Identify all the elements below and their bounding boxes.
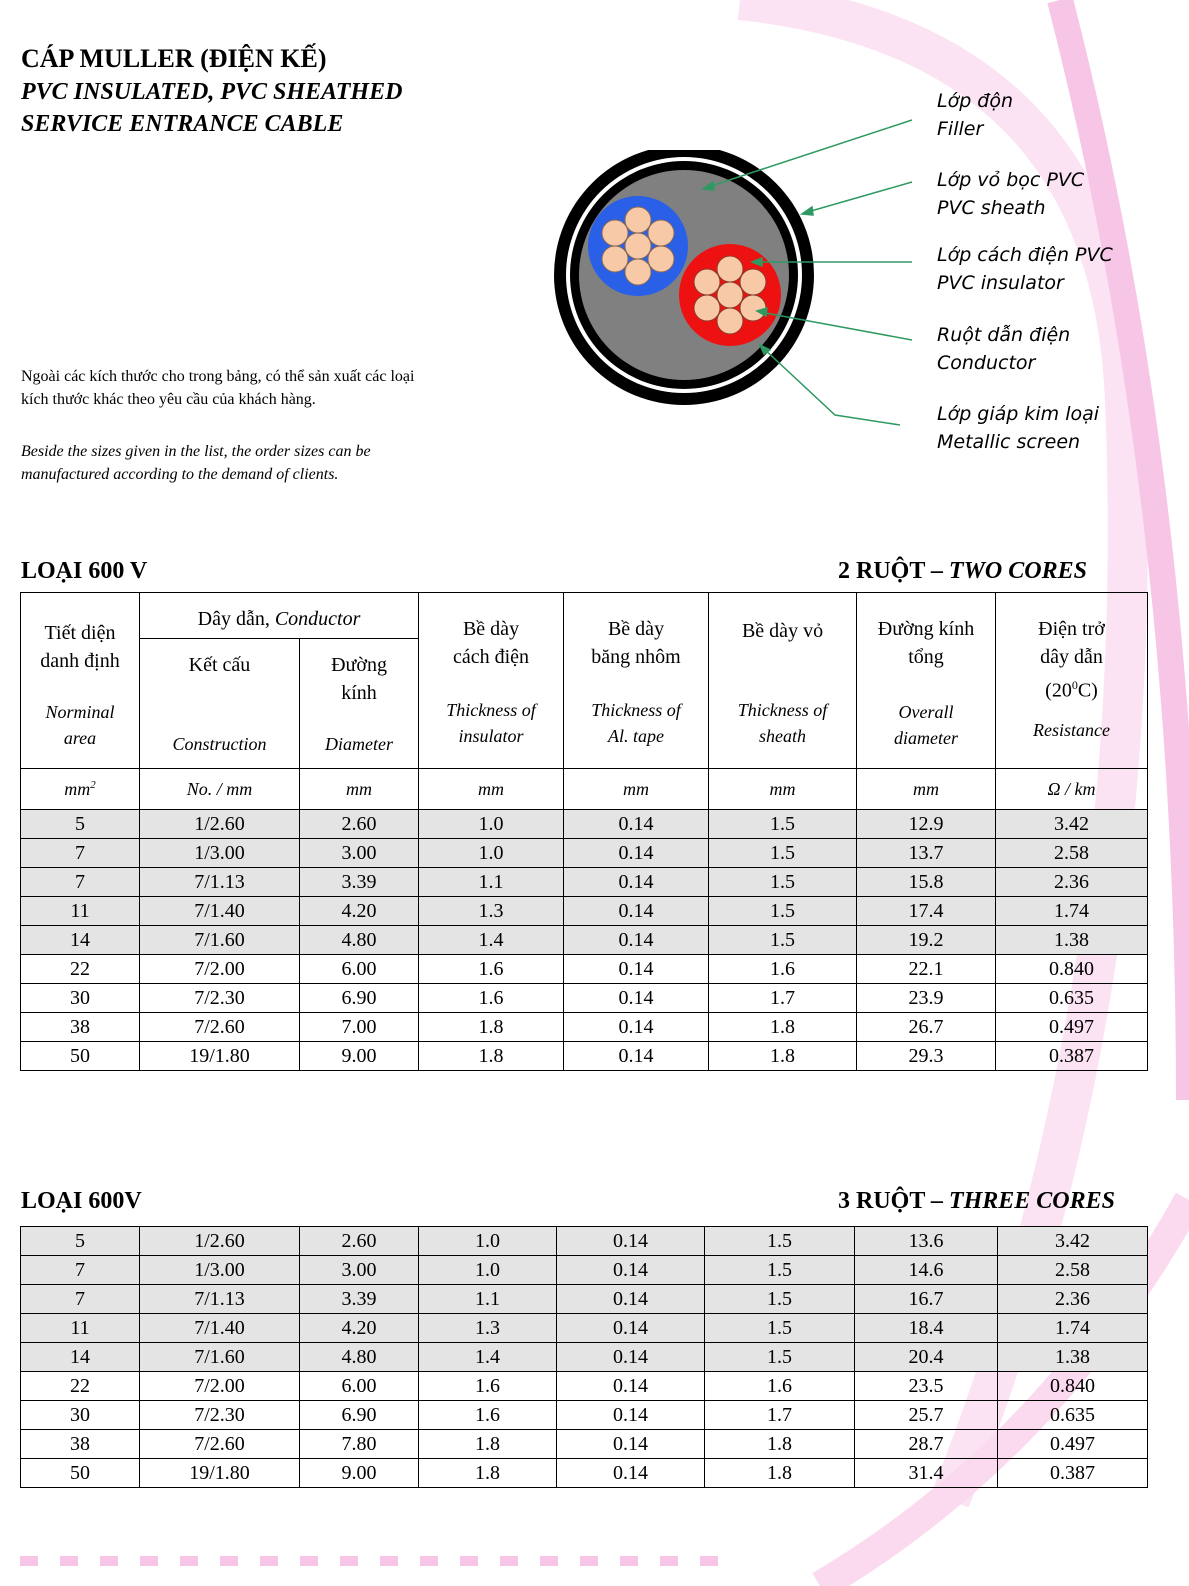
cell-construction: 19/1.80 (140, 1459, 300, 1488)
header-altape-en-2: Al. tape (608, 726, 665, 746)
cell-diameter: 7.80 (300, 1430, 419, 1459)
cell-resistance: 2.36 (998, 1285, 1148, 1314)
cell-diameter: 9.00 (300, 1042, 419, 1071)
units-row (21, 769, 1148, 810)
label-metallic-screen-en: Metallic screen (937, 431, 1081, 453)
table-row (21, 1285, 1148, 1314)
cell-construction: 1/3.00 (140, 839, 300, 868)
cell-overall: 19.2 (857, 926, 996, 955)
cell-construction: 7/2.30 (140, 1401, 300, 1430)
cell-diameter: 3.00 (300, 1256, 419, 1285)
cell-altape: 0.14 (557, 1314, 705, 1343)
cell-resistance: 0.497 (998, 1430, 1148, 1459)
cell-diameter: 4.80 (300, 1343, 419, 1372)
table-row (21, 984, 1148, 1013)
cell-construction: 7/2.00 (140, 1372, 300, 1401)
cell-sheath: 1.7 (705, 1401, 855, 1430)
cell-resistance: 1.74 (996, 897, 1148, 926)
cell-construction: 1/2.60 (140, 810, 300, 839)
cell-insulator: 1.0 (419, 839, 564, 868)
label-pvc-insulator-en: PVC insulator (937, 272, 1064, 294)
label-metallic-screen-vi: Lớp giáp kim loại (937, 403, 1100, 425)
unit-altape: mm (564, 769, 709, 810)
cell-area: 7 (21, 1256, 140, 1285)
cell-resistance: 0.840 (998, 1372, 1148, 1401)
cell-resistance: 1.74 (998, 1314, 1148, 1343)
cell-sheath: 1.5 (705, 1285, 855, 1314)
cell-insulator: 1.0 (419, 1227, 557, 1256)
cell-diameter: 7.00 (300, 1013, 419, 1042)
header-insulator (419, 593, 564, 769)
cell-overall: 20.4 (855, 1343, 998, 1372)
header-resist-vi-2: dây dẫn (1040, 646, 1103, 668)
cell-overall: 31.4 (855, 1459, 998, 1488)
cell-insulator: 1.6 (419, 1401, 557, 1430)
cell-area: 22 (21, 955, 140, 984)
cell-area: 7 (21, 868, 140, 897)
cell-sheath: 1.5 (705, 1227, 855, 1256)
header-insulator-en-1: Thickness of (446, 700, 536, 720)
cell-insulator: 1.4 (419, 1343, 557, 1372)
section2-cores-en: THREE CORES (948, 1188, 1115, 1214)
cell-diameter: 3.39 (300, 868, 419, 897)
cell-insulator: 1.8 (419, 1042, 564, 1071)
cell-resistance: 0.635 (998, 1401, 1148, 1430)
header-sheath-vi: Bề dày vỏ (741, 620, 824, 642)
cell-overall: 18.4 (855, 1314, 998, 1343)
cell-area: 30 (21, 1401, 140, 1430)
cell-resistance: 0.635 (996, 984, 1148, 1013)
table-row (21, 1372, 1148, 1401)
note-en-line2: manufactured according to the demand of clients. (21, 466, 339, 483)
cell-altape: 0.14 (557, 1372, 705, 1401)
cell-overall: 14.6 (855, 1256, 998, 1285)
section1-cores-en: TWO CORES (948, 558, 1087, 584)
label-metallic-screen (937, 400, 1099, 456)
note-vi-line1: Ngoài các kích thước cho trong bảng, có thể sản xuất các loại (21, 368, 415, 385)
table-row (21, 1343, 1148, 1372)
header-sheath (709, 593, 857, 769)
header-nominal-en-1: Norminal (45, 702, 115, 722)
header-conductor-en: Conductor (274, 608, 361, 630)
cell-diameter: 4.20 (300, 1314, 419, 1343)
cell-sheath: 1.5 (709, 897, 857, 926)
section2-type: LOẠI 600V (21, 1188, 142, 1214)
note-vi-line2: kích thước khác theo yêu cầu của khách hàng. (21, 391, 316, 408)
header-resist-temp-sup: 0 (1071, 678, 1078, 692)
cell-area: 7 (21, 839, 140, 868)
cell-resistance: 1.38 (996, 926, 1148, 955)
cell-diameter: 6.00 (300, 1372, 419, 1401)
header-construction-en: Construction (172, 734, 267, 754)
header-construction (140, 639, 300, 769)
header-resistance (996, 593, 1148, 769)
cell-altape: 0.14 (557, 1256, 705, 1285)
cell-overall: 12.9 (857, 810, 996, 839)
cell-altape: 0.14 (564, 984, 709, 1013)
table-row (21, 897, 1148, 926)
cell-resistance: 0.387 (996, 1042, 1148, 1071)
table-two-cores (20, 592, 1148, 1071)
unit-resistance: Ω / km (996, 769, 1148, 810)
cell-sheath: 1.5 (705, 1256, 855, 1285)
cell-overall: 22.1 (857, 955, 996, 984)
table-row (21, 1430, 1148, 1459)
label-conductor-vi: Ruột dẫn điện (937, 324, 1071, 346)
cell-sheath: 1.6 (705, 1372, 855, 1401)
cell-insulator: 1.6 (419, 955, 564, 984)
cell-overall: 13.7 (857, 839, 996, 868)
title-en-line2: SERVICE ENTRANCE CABLE (21, 111, 344, 137)
table-row (21, 1256, 1148, 1285)
cell-insulator: 1.0 (419, 810, 564, 839)
header-nominal-area (21, 593, 140, 769)
cell-altape: 0.14 (564, 897, 709, 926)
cell-insulator: 1.8 (419, 1459, 557, 1488)
header-nominal-vi-2: danh định (40, 650, 120, 672)
blue-core (588, 196, 688, 296)
cell-sheath: 1.5 (709, 926, 857, 955)
cell-diameter: 6.00 (300, 955, 419, 984)
cell-construction: 7/1.40 (140, 1314, 300, 1343)
unit-area (21, 769, 140, 810)
cell-diameter: 4.80 (300, 926, 419, 955)
cell-overall: 29.3 (857, 1042, 996, 1071)
cell-overall: 16.7 (855, 1285, 998, 1314)
cell-insulator: 1.3 (419, 1314, 557, 1343)
cell-sheath: 1.5 (709, 839, 857, 868)
cell-area: 11 (21, 1314, 140, 1343)
table-row (21, 1401, 1148, 1430)
cell-altape: 0.14 (564, 839, 709, 868)
header-construction-vi: Kết cấu (188, 654, 251, 676)
header-insulator-en-2: insulator (458, 726, 524, 746)
unit-diameter: mm (300, 769, 419, 810)
cell-insulator: 1.8 (419, 1430, 557, 1459)
cell-overall: 23.5 (855, 1372, 998, 1401)
cell-area: 14 (21, 1343, 140, 1372)
table-row (21, 839, 1148, 868)
unit-insulator: mm (419, 769, 564, 810)
cell-area: 30 (21, 984, 140, 1013)
cell-diameter: 3.39 (300, 1285, 419, 1314)
unit-overall: mm (857, 769, 996, 810)
cell-altape: 0.14 (557, 1459, 705, 1488)
header-overall-diameter (857, 593, 996, 769)
header-diameter-en: Diameter (325, 734, 393, 754)
cell-diameter: 9.00 (300, 1459, 419, 1488)
table-row (21, 1459, 1148, 1488)
cell-diameter: 2.60 (300, 1227, 419, 1256)
cell-insulator: 1.4 (419, 926, 564, 955)
cell-construction: 1/3.00 (140, 1256, 300, 1285)
header-altape-vi-1: Bề dày (607, 618, 665, 640)
cell-overall: 17.4 (857, 897, 996, 926)
table-row (21, 1013, 1148, 1042)
header-overall-vi-1: Đường kính (877, 618, 975, 640)
section1-cores-vi: 2 RUỘT – (838, 558, 949, 584)
table-row (21, 955, 1148, 984)
cell-construction: 7/2.60 (140, 1430, 300, 1459)
note-en (21, 440, 371, 486)
cell-sheath: 1.5 (705, 1314, 855, 1343)
cell-resistance: 0.497 (996, 1013, 1148, 1042)
cell-altape: 0.14 (564, 926, 709, 955)
cell-construction: 7/1.13 (140, 1285, 300, 1314)
cell-overall: 25.7 (855, 1401, 998, 1430)
cell-altape: 0.14 (564, 955, 709, 984)
cell-insulator: 1.1 (419, 868, 564, 897)
label-pvc-insulator-vi: Lớp cách điện PVC (937, 244, 1113, 266)
cell-area: 5 (21, 810, 140, 839)
cell-diameter: 4.20 (300, 897, 419, 926)
diagram-leader-lines (700, 110, 920, 440)
section2-cores-vi: 3 RUỘT – (838, 1188, 949, 1214)
cell-overall: 15.8 (857, 868, 996, 897)
cell-construction: 7/2.30 (140, 984, 300, 1013)
unit-area-sup: 2 (90, 778, 96, 791)
header-sheath-en-2: sheath (759, 726, 807, 746)
cell-overall: 13.6 (855, 1227, 998, 1256)
header-insulator-vi-1: Bề dày (462, 618, 520, 640)
cell-diameter: 2.60 (300, 810, 419, 839)
label-conductor-en: Conductor (937, 352, 1036, 374)
cell-construction: 19/1.80 (140, 1042, 300, 1071)
header-diameter-vi-2: kính (341, 682, 377, 704)
cell-area: 5 (21, 1227, 140, 1256)
cell-resistance: 2.58 (998, 1256, 1148, 1285)
cell-altape: 0.14 (557, 1285, 705, 1314)
cell-sheath: 1.8 (709, 1013, 857, 1042)
title-vi: CÁP MULLER (ĐIỆN KẾ) (21, 44, 327, 73)
cell-overall: 26.7 (857, 1013, 996, 1042)
cell-area: 11 (21, 897, 140, 926)
header-al-tape (564, 593, 709, 769)
cell-construction: 7/1.13 (140, 868, 300, 897)
cell-insulator: 1.0 (419, 1256, 557, 1285)
section1-type: LOẠI 600 V (21, 558, 148, 584)
cell-diameter: 3.00 (300, 839, 419, 868)
section1-cores (838, 558, 1087, 585)
label-conductor (937, 321, 1070, 377)
table-row (21, 810, 1148, 839)
table1-body (21, 810, 1148, 1071)
cell-sheath: 1.5 (709, 868, 857, 897)
cell-resistance: 0.840 (996, 955, 1148, 984)
cell-area: 38 (21, 1430, 140, 1459)
header-overall-vi-2: tổng (908, 646, 944, 668)
cell-area: 50 (21, 1459, 140, 1488)
cell-overall: 28.7 (855, 1430, 998, 1459)
table-row (21, 868, 1148, 897)
table-row (21, 1042, 1148, 1071)
cell-area: 7 (21, 1285, 140, 1314)
header-overall-en-2: diameter (894, 728, 958, 748)
header-nominal-en-2: area (63, 728, 97, 748)
cell-resistance: 3.42 (998, 1227, 1148, 1256)
cell-construction: 7/2.00 (140, 955, 300, 984)
cell-altape: 0.14 (564, 1042, 709, 1071)
cell-sheath: 1.8 (705, 1459, 855, 1488)
cell-insulator: 1.8 (419, 1013, 564, 1042)
note-vi (21, 365, 414, 411)
table-row (21, 1314, 1148, 1343)
header-conductor (140, 593, 419, 639)
header-resist-temp-a: (20 (1045, 679, 1072, 702)
cell-resistance: 3.42 (996, 810, 1148, 839)
header-altape-vi-2: băng nhôm (591, 646, 681, 668)
cell-area: 14 (21, 926, 140, 955)
cell-altape: 0.14 (557, 1343, 705, 1372)
cell-diameter: 6.90 (300, 984, 419, 1013)
label-pvc-sheath-vi: Lớp vỏ bọc PVC (937, 169, 1085, 191)
header-resist-en: Resistance (1033, 719, 1110, 740)
cell-insulator: 1.1 (419, 1285, 557, 1314)
cell-altape: 0.14 (557, 1430, 705, 1459)
cell-sheath: 1.8 (705, 1430, 855, 1459)
cell-insulator: 1.3 (419, 897, 564, 926)
header-sheath-en-1: Thickness of (737, 700, 828, 720)
cell-resistance: 0.387 (998, 1459, 1148, 1488)
label-filler-vi: Lớp độn (937, 90, 1014, 112)
cell-construction: 7/1.40 (140, 897, 300, 926)
unit-sheath: mm (709, 769, 857, 810)
section2-cores (838, 1188, 1115, 1215)
table-three-cores (20, 1226, 1148, 1488)
label-filler (937, 87, 1013, 143)
cell-diameter: 6.90 (300, 1401, 419, 1430)
cell-sheath: 1.5 (709, 810, 857, 839)
cell-sheath: 1.7 (709, 984, 857, 1013)
cell-area: 50 (21, 1042, 140, 1071)
title-en-line1: PVC INSULATED, PVC SHEATHED (21, 79, 403, 105)
cell-resistance: 1.38 (998, 1343, 1148, 1372)
header-resist-temp-b: C) (1077, 679, 1098, 702)
cell-insulator: 1.6 (419, 984, 564, 1013)
cell-construction: 7/1.60 (140, 926, 300, 955)
cell-construction: 7/2.60 (140, 1013, 300, 1042)
header-nominal-vi-1: Tiết diện (44, 622, 116, 644)
table-row (21, 1227, 1148, 1256)
label-filler-en: Filler (937, 118, 984, 140)
label-pvc-sheath-en: PVC sheath (937, 197, 1046, 219)
cell-altape: 0.14 (557, 1401, 705, 1430)
cell-insulator: 1.6 (419, 1372, 557, 1401)
table2-body (21, 1227, 1148, 1488)
cell-altape: 0.14 (564, 810, 709, 839)
unit-construction: No. / mm (140, 769, 300, 810)
cell-construction: 1/2.60 (140, 1227, 300, 1256)
cell-construction: 7/1.60 (140, 1343, 300, 1372)
note-en-line1: Beside the sizes given in the list, the order sizes can be (21, 443, 371, 460)
cell-area: 38 (21, 1013, 140, 1042)
label-pvc-sheath (937, 166, 1084, 222)
header-insulator-vi-2: cách điện (452, 646, 530, 668)
header-overall-en-1: Overall (898, 702, 954, 722)
cell-resistance: 2.58 (996, 839, 1148, 868)
cell-altape: 0.14 (557, 1227, 705, 1256)
cell-altape: 0.14 (564, 868, 709, 897)
cell-sheath: 1.8 (709, 1042, 857, 1071)
label-pvc-insulator (937, 241, 1113, 297)
table-row (21, 926, 1148, 955)
unit-area-base: mm (64, 778, 91, 799)
header-diameter-vi-1: Đường (331, 654, 387, 676)
header-altape-en-1: Thickness of (591, 700, 681, 720)
cell-overall: 23.9 (857, 984, 996, 1013)
header-resist-vi-1: Điện trở (1038, 618, 1105, 640)
header-diameter (300, 639, 419, 769)
cell-sheath: 1.5 (705, 1343, 855, 1372)
cell-area: 22 (21, 1372, 140, 1401)
cell-resistance: 2.36 (996, 868, 1148, 897)
header-conductor-vi: Dây dẫn, (197, 608, 275, 630)
cell-sheath: 1.6 (709, 955, 857, 984)
header-resist-vi-3 (996, 671, 1147, 705)
cell-altape: 0.14 (564, 1013, 709, 1042)
